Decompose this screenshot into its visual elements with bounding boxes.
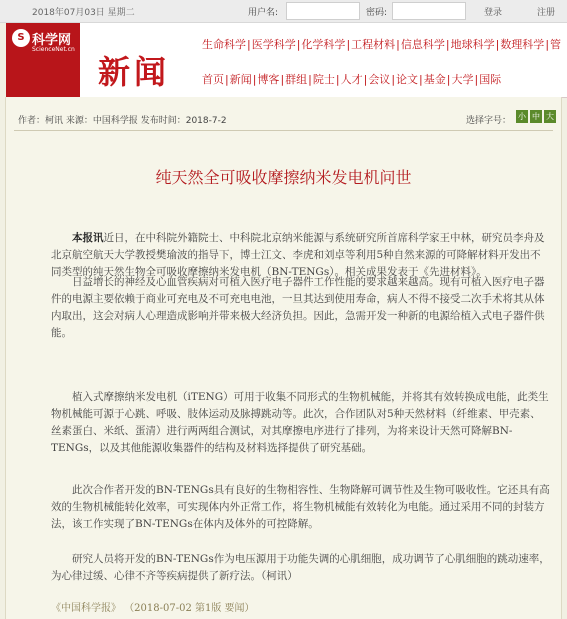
username-input[interactable] [286, 2, 360, 20]
nav-international[interactable]: 国际 [479, 73, 502, 86]
logo-icon: S [12, 29, 30, 47]
article-paragraph-5: 研究人员将开发的BN-TENGs作为电压源用于功能失调的心肌细胞，成功调节了心肌细胞的跳动速率，为心律过缓、心律不齐等疾病提供了新疗法。（柯讯） [51, 553, 550, 582]
article-meta: 作者：柯讯 来源：中国科学报 发布时间：2018-7-2 [18, 116, 227, 126]
current-date: 2018年07月03日 星期二 [32, 8, 135, 18]
password-input[interactable] [392, 2, 466, 20]
nav-medical-science[interactable]: 医学科学 [251, 38, 296, 51]
lead-prefix: 本报讯 [72, 232, 104, 244]
article-paragraph-3: 植入式摩擦纳米发电机（iTENG）可用于收集不同形式的生物机械能，并将其有效转换成电能，此类生物机械能可源于心跳、呼吸、肢体运动及脉搏跳动等。此次，合作团队对5种天然材料（纤维素、甲壳素、丝素蛋白、米纸、蛋清）进行两两组合测试，对其摩擦电序进行了排列，为将来设计天然可降解BN-TENGs，以及其他能源收集器件的结构及材料选择提供了研究基础。 [51, 391, 549, 454]
password-label: 密码: [366, 8, 388, 18]
nav-meeting[interactable]: 会议 [368, 73, 391, 86]
top-bar [0, 0, 567, 23]
font-size-label: 选择字号： [466, 116, 512, 126]
nav-paper[interactable]: 论文 [396, 73, 419, 86]
nav-university[interactable]: 大学 [451, 73, 474, 86]
font-medium-button[interactable]: 中 [532, 112, 540, 121]
nav-talent[interactable]: 人才 [340, 73, 363, 86]
nav-life-science[interactable]: 生命科学 [202, 38, 246, 51]
section-title: 新闻 [98, 53, 171, 91]
article-source[interactable]: 《中国科学报》 （2018-07-02 第1版 要闻） [51, 603, 255, 614]
logo-domain: ScienceNet.cn [32, 46, 75, 53]
username-label: 用户名: [248, 8, 279, 18]
nav-news[interactable]: 新闻 [229, 73, 252, 86]
nav-fund[interactable]: 基金 [423, 73, 446, 86]
article-paragraph-2: 日益增长的神经及心血管疾病对可植入医疗电子器件工作性能的要求越来越高。现有可植入医疗电子器件的电源主要依赖于商业可充电及不可充电电池，一旦其达到使用寿命，病人不得不接受二次手术将其从体内取出，这会对病人心理造成影响并带来极大经济负担。因此，急需开发一种新的电源给植入式电子器件供能。 [51, 276, 545, 339]
site-logo[interactable] [6, 23, 80, 97]
nav-management[interactable]: 管 [550, 38, 562, 51]
font-small-button[interactable]: 小 [518, 112, 526, 121]
site-header [6, 23, 567, 98]
category-nav: 生命科学|医学科学|化学科学|工程材料|信息科学|地球科学|数理科学|管 [202, 38, 562, 51]
nav-math-physics[interactable]: 数理科学 [500, 38, 545, 51]
nav-blog[interactable]: 博客 [257, 73, 280, 86]
nav-chemistry[interactable]: 化学科学 [301, 38, 346, 51]
nav-group[interactable]: 群组 [285, 73, 308, 86]
font-large-button[interactable]: 大 [546, 112, 554, 121]
article-paragraph-4: 此次合作者开发的BN-TENGs具有良好的生物相容性、生物降解可调节性及生物可吸收性。它还具有高效的生物机械能转化效率，可实现体内外正常工作，将生物机械能有效转化为电能。通过采用不同的封装方法，该工作实现了BN-TENGs在体内及体外的可控降解。 [51, 484, 550, 530]
article-title: 纯天然全可吸收摩擦纳米发电机问世 [155, 168, 412, 187]
nav-engineering[interactable]: 工程材料 [351, 38, 396, 51]
nav-information[interactable]: 信息科学 [400, 38, 445, 51]
meta-divider [14, 130, 553, 131]
register-link[interactable]: 注册 [537, 8, 556, 18]
nav-home[interactable]: 首页 [202, 73, 224, 86]
logo-name: 科学网 [32, 33, 72, 48]
nav-academician[interactable]: 院士 [312, 73, 335, 86]
main-nav: 首页|新闻|博客|群组|院士|人才|会议|论文|基金|大学|国际 [202, 73, 502, 86]
article-panel [5, 97, 562, 619]
paragraph-text: 近日，在中科院外籍院士、中科院北京纳米能源与系统研究所首席科学家王中林，研究员李舟及北京航空航天大学教授樊瑜波的指导下，博士江文、李虎和刘卓等利用5种自然来源的可降解材料开发出不同类型的纯天然生物全可吸收摩擦纳米发电机（BN-TENGs）。相关成果发表于《先进材料》。 [51, 232, 545, 278]
login-link[interactable]: 登录 [484, 8, 503, 18]
nav-earth-science[interactable]: 地球科学 [450, 38, 495, 51]
